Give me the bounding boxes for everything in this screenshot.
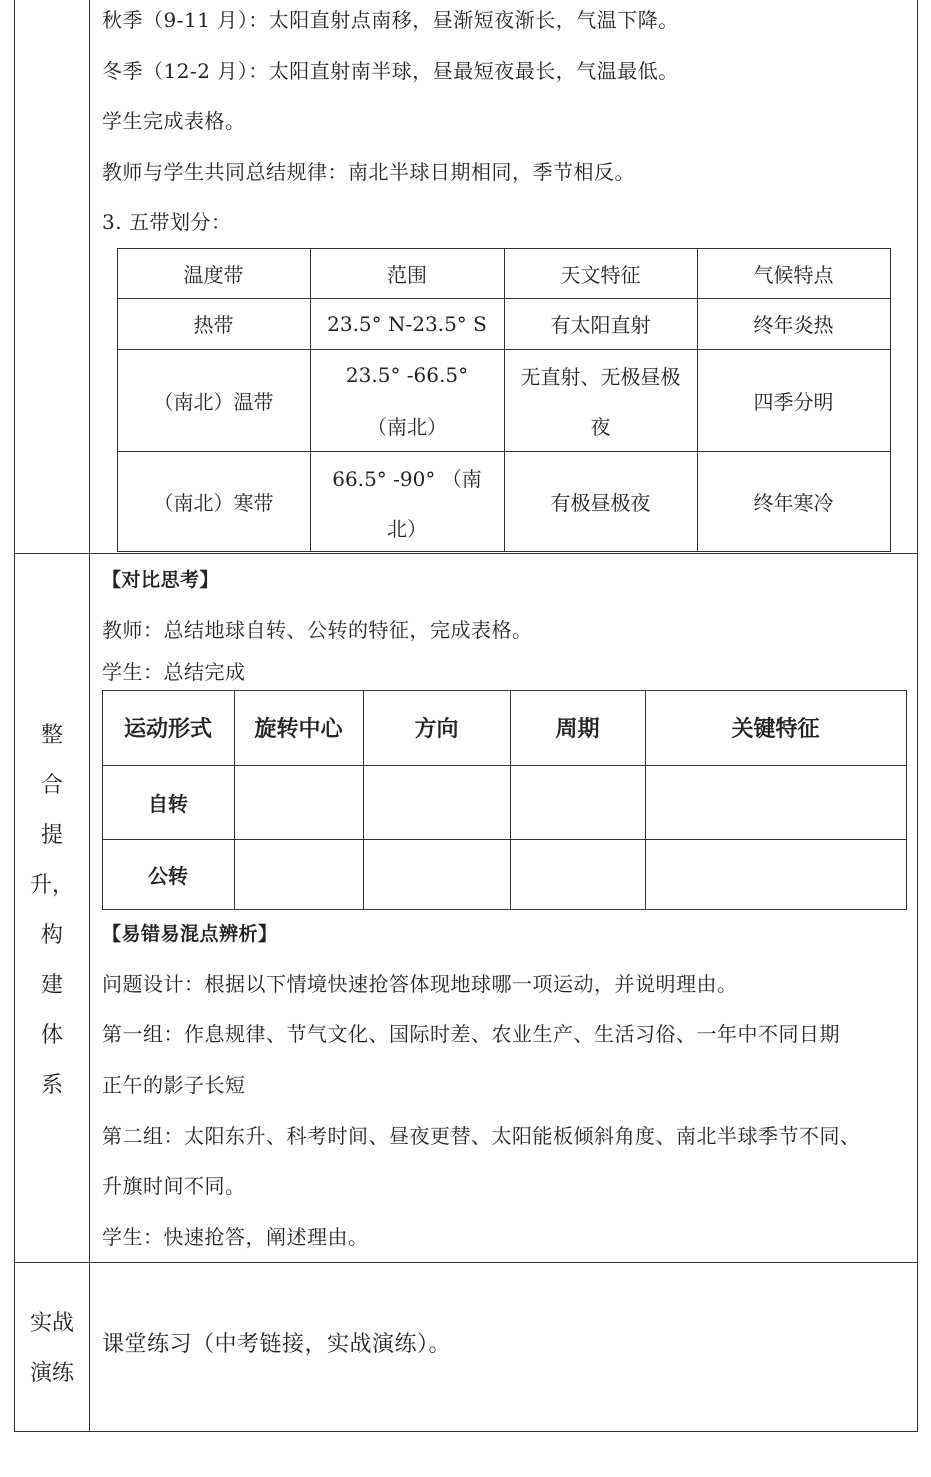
- zones-border: [890, 248, 891, 552]
- text-winter: 冬季（12-2 月）：太阳直射南半球，昼最短夜最长，气温最低。: [102, 59, 679, 83]
- text-autumn: 秋季（9-11 月）：太阳直射点南移，昼渐短夜渐长，气温下降。: [102, 8, 679, 32]
- motion-header-cell: 关键特征: [731, 717, 820, 742]
- heading-compare: 【对比思考】: [102, 569, 220, 591]
- motion-header-cell: 旋转中心: [254, 717, 343, 742]
- section2-label-char: 体: [40, 1023, 63, 1048]
- section2-label-char: 整: [40, 723, 63, 748]
- text-group1: 正午的影子长短: [102, 1073, 246, 1097]
- text-practice: 课堂练习（中考链接，实战演练）。: [102, 1332, 452, 1357]
- zones-cell-zone: 热带: [193, 313, 234, 337]
- section3-label: 实战: [29, 1311, 74, 1336]
- label-column-border: [89, 0, 90, 1432]
- heading-mistakes: 【易错易混点辨析】: [102, 923, 278, 945]
- section2-label-char: 升，: [29, 873, 74, 898]
- text-student: 学生：总结完成: [102, 660, 246, 684]
- section2-label-char: 构: [40, 923, 63, 948]
- motion-row-label: 自转: [148, 791, 188, 816]
- zones-cell-climate: 终年炎热: [753, 313, 834, 337]
- motion-border: [102, 909, 906, 910]
- motion-header-cell: 周期: [555, 717, 600, 742]
- zones-header-cell: 温度带: [183, 262, 244, 287]
- zones-header-cell: 天文特征: [560, 262, 641, 287]
- outer-right-border: [917, 0, 918, 1432]
- text-group2: 第二组：太阳东升、科考时间、昼夜更替、太阳能板倾斜角度、南北半球季节不同、: [102, 1124, 861, 1148]
- text-summary: 教师与学生共同总结规律：南北半球日期相同，季节相反。: [102, 160, 635, 184]
- zones-cell-range: 23.5° N-23.5° S: [327, 311, 487, 336]
- zones-header-cell: 范围: [387, 262, 427, 287]
- section3-label: 演练: [29, 1361, 74, 1386]
- section-divider-1: [14, 553, 918, 554]
- section2-label-char: 建: [40, 973, 63, 998]
- zones-cell-range: （南北）: [367, 414, 447, 439]
- motion-header-cell: 运动形式: [123, 717, 212, 742]
- zones-cell-astro: 无直射、无极昼极: [520, 364, 681, 389]
- outer-bottom-border: [14, 1431, 918, 1432]
- text-group2: 升旗时间不同。: [102, 1174, 246, 1198]
- motion-row-label: 公转: [148, 863, 188, 888]
- motion-header-cell: 方向: [414, 717, 459, 742]
- zones-cell-astro: 有极昼极夜: [550, 490, 651, 515]
- outer-left-border: [14, 0, 15, 1432]
- section-divider-2: [14, 1262, 918, 1263]
- zones-cell-astro: 有太阳直射: [550, 313, 651, 337]
- zones-cell-astro: 夜: [590, 414, 611, 439]
- section2-label-char: 合: [40, 773, 63, 798]
- text-five-zones: 3. 五带划分：: [102, 210, 232, 234]
- text-question: 问题设计：根据以下情境快速抢答体现地球哪一项运动，并说明理由。: [102, 972, 738, 996]
- zones-cell-zone: （南北）寒带: [153, 490, 274, 515]
- text-student-answer: 学生：快速抢答，阐述理由。: [102, 1225, 369, 1249]
- zones-header-cell: 气候特点: [753, 262, 834, 287]
- zones-cell-range: 23.5° -66.5°: [345, 363, 469, 387]
- text-student-table: 学生完成表格。: [102, 109, 246, 133]
- section2-label-char: 系: [40, 1073, 63, 1098]
- zones-cell-range: 66.5° -90° （南: [332, 466, 482, 491]
- zones-cell-climate: 四季分明: [753, 389, 834, 414]
- motion-border: [906, 690, 907, 910]
- text-teacher: 教师：总结地球自转、公转的特征，完成表格。: [102, 618, 533, 642]
- zones-cell-climate: 终年寒冷: [753, 490, 834, 515]
- section2-label-char: 提: [40, 823, 63, 848]
- zones-cell-zone: （南北）温带: [153, 389, 274, 414]
- text-group1: 第一组：作息规律、节气文化、国际时差、农业生产、生活习俗、一年中不同日期: [102, 1022, 840, 1046]
- zones-cell-range: 北）: [387, 516, 427, 541]
